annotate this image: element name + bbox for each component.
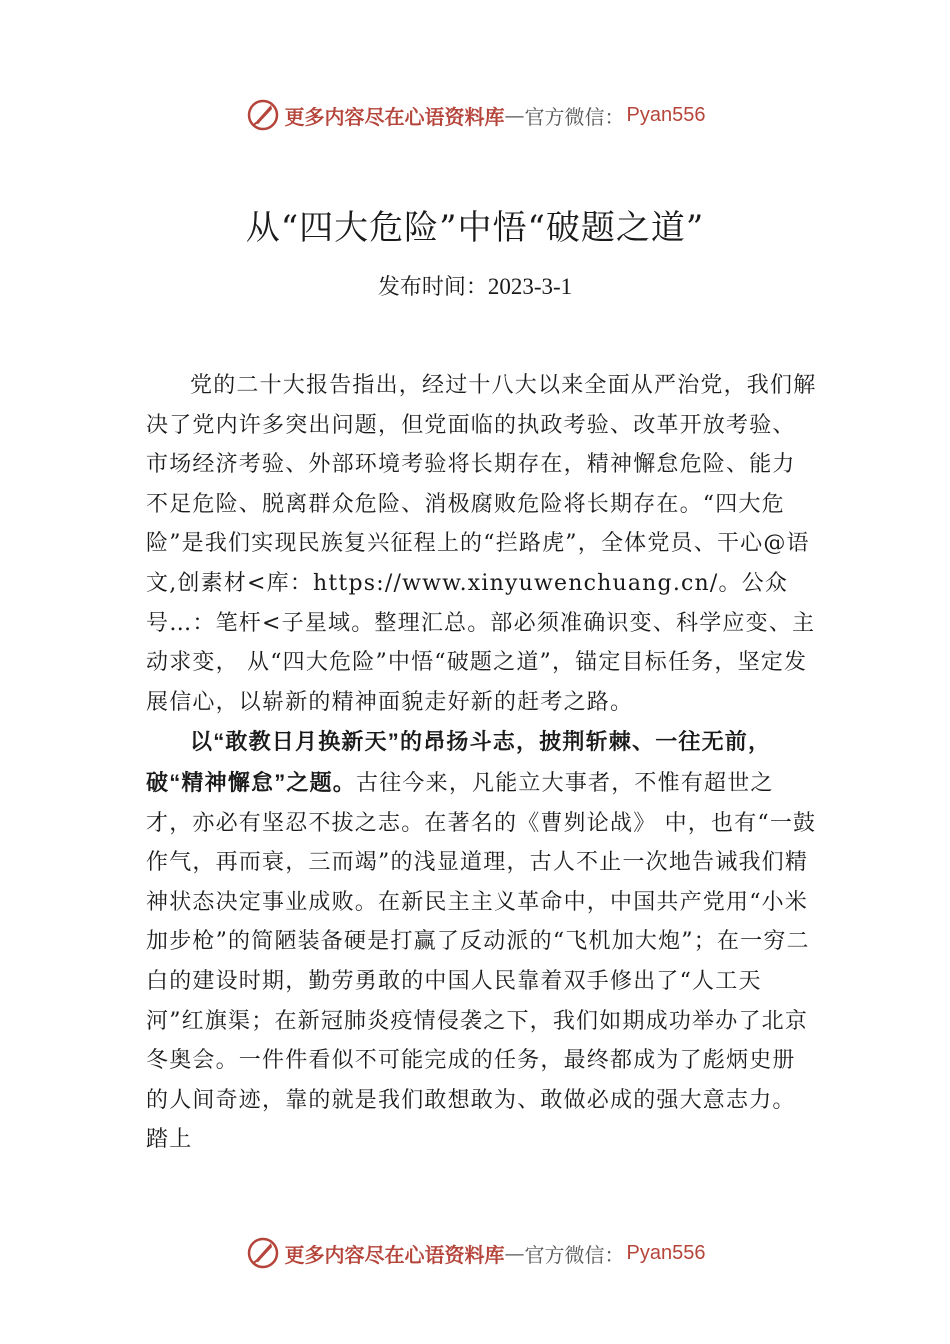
banner-wechat-label: 官方微信：	[524, 104, 625, 129]
header-banner	[0, 95, 950, 135]
document-body	[146, 366, 818, 1160]
publish-date-value: 2023-3-1	[487, 274, 573, 299]
publish-date	[0, 270, 950, 301]
banner-wechat-id: Pyan556	[626, 1241, 706, 1264]
quill-pen-logo-icon	[245, 1235, 281, 1271]
paragraph-2-lead: 以“敢教日月换新天”的昂扬斗志，披荆斩棘、一往无前，破“精神懈怠”之题。	[146, 729, 772, 795]
banner-separator: —	[504, 103, 525, 127]
paragraph-2	[146, 722, 818, 1160]
publish-date-label: 发布时间：	[377, 275, 488, 300]
banner-site-name: 更多内容尽在心语资料库	[284, 1242, 505, 1267]
paragraph-1: 党的二十大报告指出，经过十八大以来全面从严治党，我们解决了党内许多突出问题，但党面临的执政考验、改革开放考验、市场经济考验、外部环境考验将长期存在，精神懈怠危险、能力不足危险、脱离群众危险、消极腐败危险将长期存在。“四大危险”是我们实现民族复兴征程上的“拦路虎”，全体党员、干心@语文,创素材<库：https://www.xinyuwenchuang.cn/。公众号…：笔杆<子星域。整理汇总。部必须准确识变、科学应变、主动求变， 从“四大危险”中悟“破题之道”，锚定目标任务，坚定发展信心，以崭新的精神面貌走好新的赶考之路。	[146, 373, 817, 715]
banner-wechat-id: Pyan556	[626, 103, 706, 126]
paragraph-2-body: 古往今来，凡能立大事者，不惟有超世之才，亦必有坚忍不拔之志。在著名的《曹刿论战》 中，也有“一鼓作气，再而衰，三而竭”的浅显道理，古人不止一次地告诫我们精神状态决定事业成败。在新民主主义革命中，中国共产党用“小米加步枪”的简陋装备硬是打赢了反动派的“飞机加大炮”；在一穷二白的建设时期，勤劳勇敢的中国人民靠着双手修出了“人工天河”红旗渠；在新冠肺炎疫情侵袭之下，我们如期成功举办了北京冬奥会。一件件看似不可能完成的任务，最终都成为了彪炳史册的人间奇迹，靠的就是我们敢想敢为、敢做必成的强大意志力。踏上	[146, 770, 817, 1153]
footer-banner	[0, 1233, 950, 1273]
quill-pen-logo-icon	[245, 97, 281, 133]
document-title: 从“四大危险”中悟“破题之道”	[245, 208, 705, 248]
banner-site-name: 更多内容尽在心语资料库	[284, 104, 505, 129]
banner-separator: —	[504, 1241, 525, 1265]
banner-wechat-label: 官方微信：	[524, 1242, 625, 1267]
